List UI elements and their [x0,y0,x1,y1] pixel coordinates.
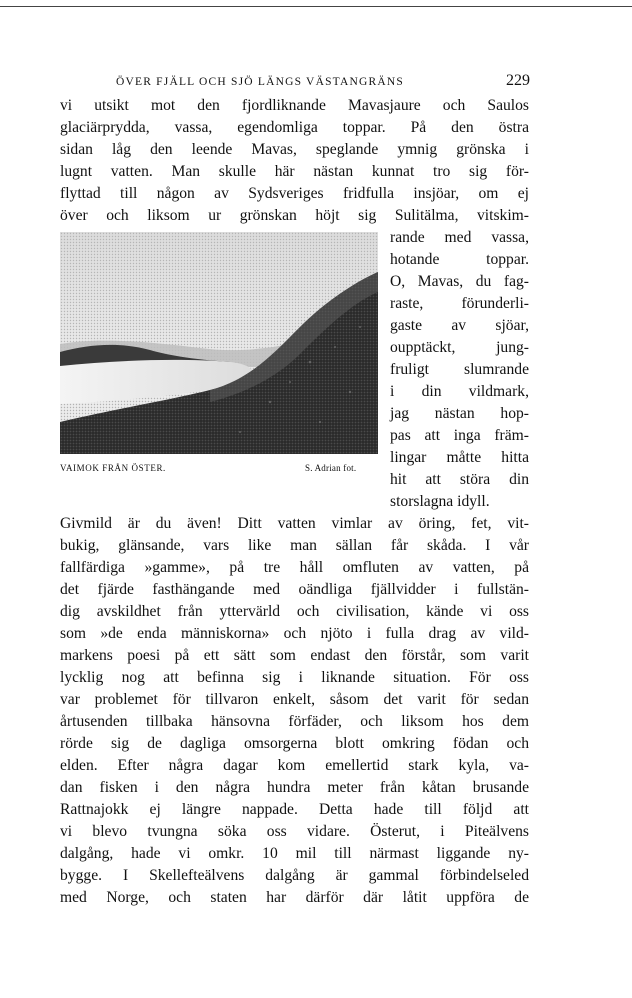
text-line: markens poesi på ett sätt som endast den förstår, som varit [60,647,529,664]
text-line: lugnt vatten. Man skulle här nästan kunnat tro sig för- [60,163,529,180]
text-line: dalgång, hade vi omkr. 10 mil till närmast liggande ny- [60,845,529,862]
text-line: hotande toppar. [390,251,529,268]
text-line: dig avskildhet från yttervärld och civilisation, kände vi oss [60,603,529,620]
text-line: vi blevo tvungna söka oss vidare. Österut, i Piteälvens [60,823,529,840]
text-line: hit att störa din [390,471,529,488]
text-line: pas att inga främ- [390,427,529,444]
text-line: Givmild är du även! Ditt vatten vimlar av öring, fet, vit- [60,515,529,532]
text-line: lycklig nog att befinna sig i liknande situation. För oss [60,669,529,686]
text-line: var problemet för tillvaron enkelt, såsom det varit för sedan [60,691,529,708]
text-line: över och liksom ur grönskan höjt sig Sulitälma, vitskim- [60,207,529,224]
text-line: O, Mavas, du fag- [390,273,529,290]
text-line: Rattnajokk ej längre nappade. Detta hade till följd att [60,801,529,818]
text-line: flyttad till någon av Sydsveriges fridfulla insjöar, om ej [60,185,529,202]
text-line: gaste av sjöar, [390,317,529,334]
text-line: fallfärdiga »gamme», på tre håll omfluten av vatten, på [60,559,529,576]
landscape-photo [60,232,378,454]
text-line: raste, förunderli- [390,295,529,312]
text-line: det fjärde fasthängande med oändliga fjällvidder i fullstän- [60,581,529,598]
top-rule [0,6,632,7]
text-line: med Norge, och staten har därför där låtit uppföra de [60,889,529,906]
figure-caption: VAIMOK FRÅN ÖSTER. [60,463,166,473]
text-line: som »de enda människorna» och njöto i fulla drag av vild- [60,625,529,642]
text-line: rörde sig de dagliga omsorgerna blott omkring födan och [60,735,529,752]
text-line: bukig, glänsande, vars like man sällan får skåda. I vår [60,537,529,554]
running-head [60,72,530,90]
text-line: elden. Efter några dagar kom emellertid stark kyla, va- [60,757,529,774]
text-line: glaciärprydda, vassa, egendomliga toppar. På den östra [60,119,529,136]
text-line: årtusenden tillbaka hänsovna förfäder, och liksom hos dem [60,713,529,730]
page-number: 229 [506,72,530,89]
text-line: jag nästan hop- [390,405,529,422]
text-line: oupptäckt, jung- [390,339,529,356]
text-line: i din vildmark, [390,383,529,400]
text-line: rande med vassa, [390,229,529,246]
text-line: storslagna idyll. [390,493,490,510]
text-line: sidan låg den leende Mavas, speglande ymnig grönska i [60,141,529,158]
running-title: ÖVER FJÄLL OCH SJÖ LÄNGS VÄSTANGRÄNS [116,76,404,88]
text-line: bygge. I Skellefteälvens dalgång är gammal förbindelseled [60,867,529,884]
photo-credit: S. Adrian fot. [305,463,357,473]
text-line: dan fisken i den några hundra meter från kåtan brusande [60,779,529,796]
text-line: lingar måtte hitta [390,449,529,466]
text-line: vi utsikt mot den fjordliknande Mavasjaure och Saulos [60,97,529,114]
text-line: fruligt slumrande [390,361,529,378]
